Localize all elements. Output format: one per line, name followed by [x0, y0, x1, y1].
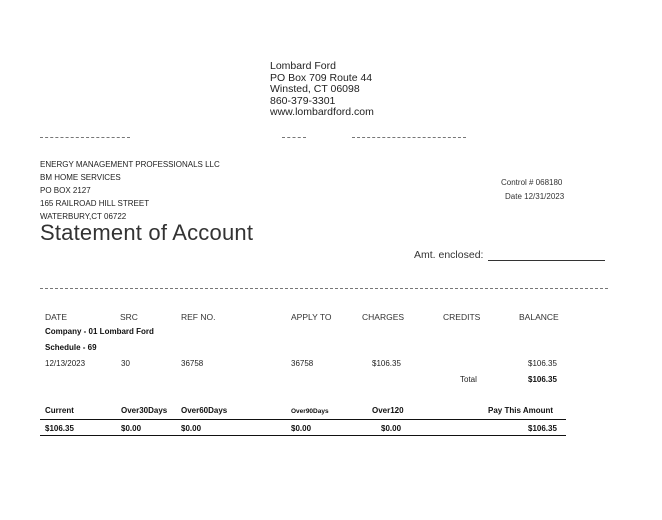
aging-bottom-rule	[40, 435, 566, 436]
col-ref-header: REF NO.	[181, 312, 216, 322]
sender-address-block	[270, 61, 374, 119]
control-number: Control # 068180	[501, 178, 563, 187]
aging-over30-header: Over30Days	[121, 406, 168, 415]
aging-pay-header: Pay This Amount	[488, 406, 554, 415]
row-src: 30	[121, 359, 130, 368]
aging-over120-header: Over120	[372, 406, 404, 415]
recipient-line-1: ENERGY MANAGEMENT PROFESSIONALS LLC	[40, 160, 220, 169]
recipient-line-3: PO BOX 2127	[40, 186, 91, 195]
recipient-line-4: 165 RAILROAD HILL STREET	[40, 199, 150, 208]
col-apply-header: APPLY TO	[291, 312, 332, 322]
aging-current-value: $106.35	[45, 424, 74, 433]
col-date-header: DATE	[45, 312, 68, 322]
aging-over60-value: $0.00	[181, 424, 202, 433]
aging-over60-header: Over60Days	[181, 406, 228, 415]
statement-date: Date 12/31/2023	[505, 192, 565, 201]
aging-over90-header: Over90Days	[291, 408, 329, 415]
col-src-header: SRC	[120, 312, 138, 322]
row-ref: 36758	[181, 359, 204, 368]
sender-website: www.lombardford.com	[270, 106, 374, 118]
row-charges: $106.35	[372, 359, 401, 368]
col-charges-header: CHARGES	[362, 312, 405, 322]
recipient-line-2: BM HOME SERVICES	[40, 173, 121, 182]
row-apply-to: 36758	[291, 359, 314, 368]
section-divider	[40, 288, 608, 289]
total-label: Total	[460, 375, 477, 384]
sender-address-line-1: PO Box 709 Route 44	[270, 71, 373, 84]
col-credits-header: CREDITS	[443, 312, 481, 322]
row-balance: $106.35	[528, 359, 557, 368]
sender-address-line-2: Winsted, CT 06098	[270, 83, 360, 95]
aging-divider	[40, 419, 566, 420]
page-title: Statement of Account	[40, 220, 254, 245]
aging-current-header: Current	[45, 406, 74, 415]
aging-over90-value: $0.00	[291, 424, 312, 433]
schedule-line: Schedule - 69	[45, 343, 97, 352]
aging-pay-value: $106.35	[528, 424, 557, 433]
amount-enclosed-field[interactable]	[488, 260, 605, 261]
aging-over120-value: $0.00	[381, 424, 402, 433]
company-line: Company - 01 Lombard Ford	[45, 327, 154, 336]
sender-phone: 860-379-3301	[270, 94, 336, 107]
top-tear-line	[40, 137, 130, 138]
sender-name: Lombard Ford	[270, 60, 336, 72]
recipient-line-5: WATERBURY,CT 06722	[40, 212, 127, 221]
total-value: $106.35	[528, 375, 557, 384]
row-date: 12/13/2023	[45, 359, 86, 368]
top-tear-line-right	[352, 137, 466, 138]
amount-enclosed-label: Amt. enclosed:	[414, 249, 484, 261]
col-balance-header: BALANCE	[519, 312, 559, 322]
recipient-address-block	[40, 158, 220, 223]
top-tear-line-mid	[282, 137, 306, 138]
aging-over30-value: $0.00	[121, 424, 142, 433]
